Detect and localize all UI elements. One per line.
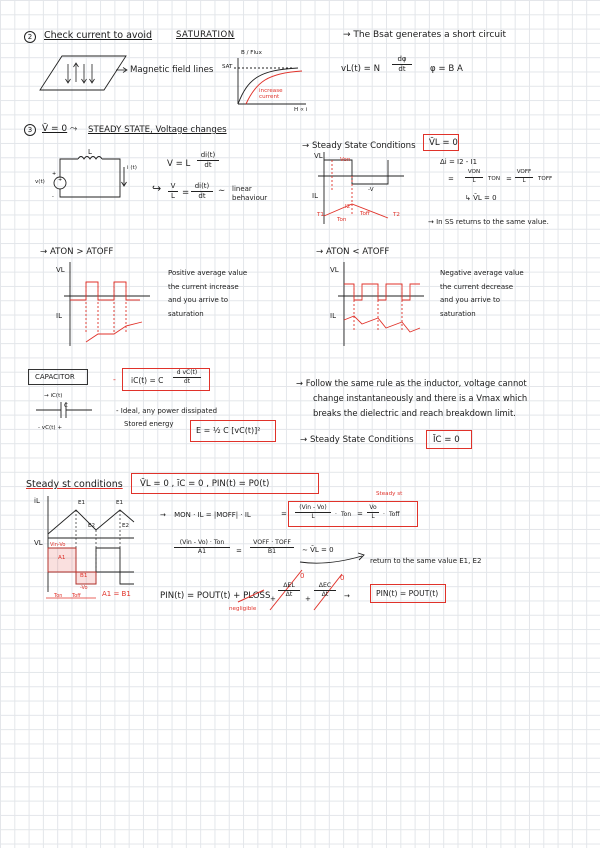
power-result-arrow: → [344,592,350,600]
bh-graph-x-label: H ∝ i [294,107,308,113]
magnetic-field-lines-diagram [40,52,130,94]
steady-graph-a1: A1 [58,555,66,561]
capacitor-ssc-title: → Steady State Conditions [300,435,414,445]
steady-graph-ton: Ton [54,593,63,599]
ton-gt-desc: Positive average value the current increase and you arrive to saturation [168,269,248,318]
section-3-title-lhs: V̄ = 0 [42,124,68,134]
delta-eq-equals2: = [506,175,512,183]
area-eq-result: ∼ V̄L = 0 [302,546,334,554]
wave-ton: Ton [337,217,347,223]
vl-zero: ↳ V̄L = 0 [465,194,497,202]
steady-graph-b1: B1 [80,573,88,579]
wave-von: Von [340,157,351,163]
vl-il-waveform [318,152,408,232]
svg-text:0: 0 [340,574,345,582]
power-result-box: PIN(t) = POUT(t) [370,584,446,603]
bh-saturation-graph [234,58,309,110]
inductor-eq-arrow: ↪ [152,182,162,195]
circuit-i-label: i (t) [127,165,137,171]
steady-graph-e2b: E2 [122,523,130,529]
inductor-eq2-right: $\frac{di(t)}{dt}$ [191,183,213,200]
ton-lt-il: IL [330,312,336,320]
steady-st-label: Steady st [376,491,403,497]
ton-gt-title: → ATON > ATOFF [40,247,114,257]
wave-il-label: IL [312,192,318,200]
ton-gt-waveform [64,262,154,348]
bh-curve-label: increase current [259,88,283,101]
delta-eq-toff: TOFF [538,176,553,182]
wave-t1: T1 [317,212,324,218]
capacitor-note: → Follow the same rule as the inductor, voltage cannot change instantaneously and there is a Vmax which breaks the dielectric and reach breakdown limit. [296,378,528,419]
return-note: return to the same value E1, E2 [370,557,482,565]
circuit-l-label: L [88,148,92,156]
circuit-v-label: v(t) [35,179,45,185]
inductor-eq2-squiggle: ∼ [218,186,226,196]
capacitor-vc-label: - vC(t) + [38,425,63,431]
ton-lt-waveform [338,262,428,348]
svg-text:+: + [52,171,57,177]
wave-toff: Toff [360,211,370,217]
steady-graph-vinvo: Vin-Vo [50,542,66,548]
steady-graph-e1a: E1 [78,500,86,506]
bsat-note: → The Bsat generates a short circuit [343,30,507,40]
capacitor-energy-box: E = ½ C [vC(t)]² [190,420,276,442]
steady-box: V̄L = 0 , īC = 0 , PIN(t) = P0(t) [131,473,319,494]
inductor-eq-lhs: V = L [167,159,191,169]
svg-text:-: - [52,194,54,200]
linear-behaviour-note: linear behaviour [232,185,268,203]
section-2-number: 2 [24,31,36,43]
steady-graph-eq: A1 = B1 [102,590,131,598]
ss-return-note: → In SS returns to the same value. [428,218,549,226]
wave-t2: T2 [393,212,400,218]
steady-graph-e1b: E1 [116,500,124,506]
steady-graph-il: iL [34,497,40,505]
mon-equation: → MON · IL = |MOFF| · IL [160,511,251,519]
ssc-title: → Steady State Conditions [302,141,416,151]
section-3-number: 3 [24,124,36,136]
power-frac-1: ΔEL Δt [278,583,300,598]
power-plus-1: + [270,595,276,603]
bh-graph-y-label: B / Flux [241,50,262,56]
capacitor-label-box: CAPACITOR [28,369,88,385]
steady-graph-vo: -Vo [80,585,88,591]
capacitor-ssc-box: ĪC = 0 [426,430,472,449]
bh-graph-sat: SAT [222,64,233,70]
steady-title: Steady st conditions [26,479,123,490]
section-3-arrow: ⤳ [70,124,78,134]
wave-vl-label: VL [314,152,323,160]
steady-graph-e2a: E2 [88,523,96,529]
section-3-title-rhs: STEADY STATE, Voltage changes [88,125,227,135]
inductor-circuit [48,155,128,205]
ton-lt-desc: Negative average value the current decrease and you arrive to saturation [440,269,524,318]
area-frac-1: (Vin - Vo) · Ton A1 [174,540,230,555]
steady-graph-vl: VL [34,539,43,547]
section-2-title: Check current to avoid [44,30,153,41]
power-plus-2: + [305,595,311,603]
steady-graph-toff: Toff [72,593,81,599]
capacitor-c-label: C [64,403,68,409]
power-frac-2: ΔEC Δt [314,583,336,598]
faraday-fraction: $\frac{d\varphi}{dt}$ [392,56,412,73]
delta-eq-equals: = [448,175,454,183]
flux-equation: φ = B A [430,64,463,74]
delta-eq-frac2: VOFF L [516,169,532,184]
power-eq-lhs: PIN(t) = POUT(t) + PLOSS [160,591,271,601]
power-eq-negligible: negligible [229,606,257,612]
delta-eq-frac1: VON L [465,170,483,184]
inductor-eq-fraction: $\frac{di(t)}{dt}$ [197,152,219,169]
delta-eq-ton: TON [488,176,501,182]
inductor-eq2-left: $\frac{V}{L}$ [168,183,178,200]
ssc-box: V̄L = 0 [423,134,459,151]
wave-i2: I2 [345,204,351,210]
mon-eq-box: = (Vin - Vo) L · Ton = $\frac{Vo}{L}$ · Toff [288,501,418,527]
capacitor-eq-box: - iC(t) = C $\frac{\text{d vC(t)}}{dt}$ [122,368,210,391]
ton-lt-title: → ATON < ATOFF [316,247,390,257]
field-lines-label: Magnetic field lines [130,65,214,75]
capacitor-ideal-note: - Ideal, any power dissipated Stored energy [116,407,218,428]
delta-i-equation: Δi = I2 - I1 [440,158,478,166]
ton-lt-vl: VL [330,266,339,274]
capacitor-ic-label: → iC(t) [44,393,63,399]
svg-text:0: 0 [300,572,305,580]
faraday-lhs: vL(t) = N [341,64,381,74]
return-arrow [298,548,368,568]
ton-gt-vl: VL [56,266,65,274]
ton-gt-il: IL [56,312,62,320]
wave-voff: -V [368,187,374,193]
area-eq-equals: = [236,547,242,555]
inductor-eq2-equals: = [182,188,190,198]
area-frac-2: VOFF · TOFF B1 [250,540,294,555]
section-2-title-key: SATURATION [176,30,235,40]
svg-text:+: + [58,177,63,183]
